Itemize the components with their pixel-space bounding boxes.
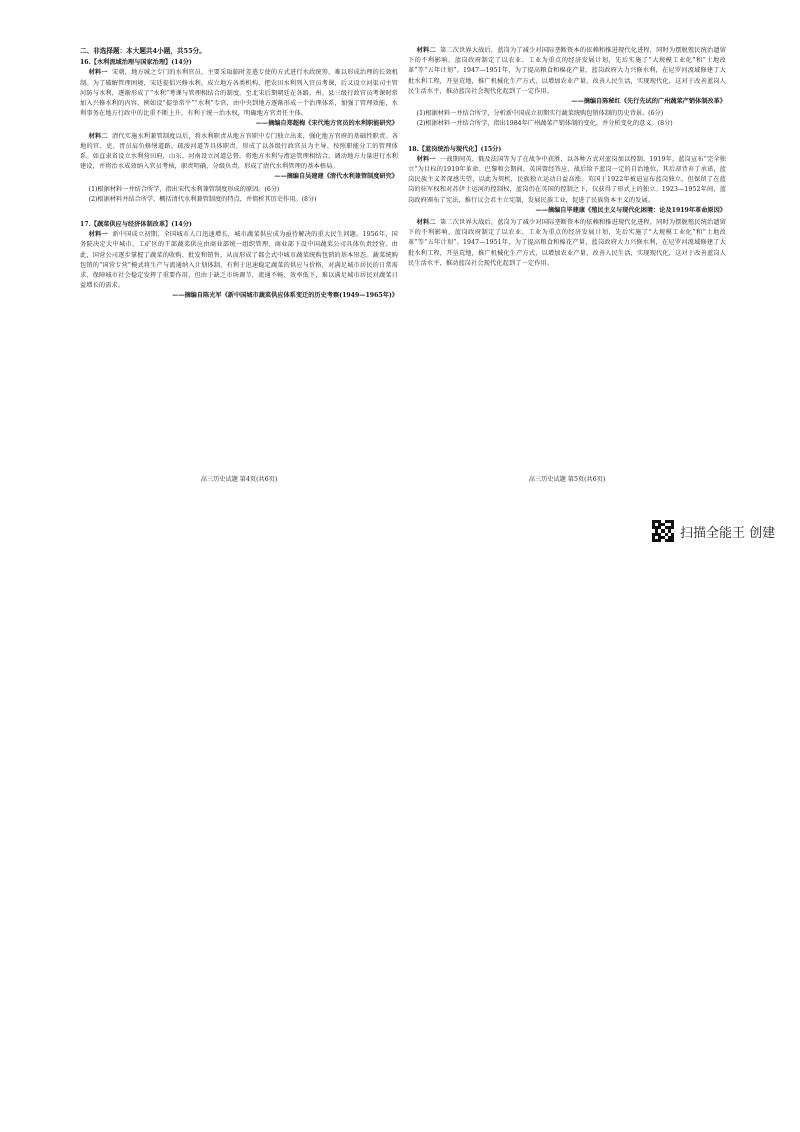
q16-material-1 (80, 68, 398, 119)
q16-m2-label: 材料二 (88, 132, 108, 140)
page-footer-left: 高三历史试题 第4页(共6页) (200, 476, 278, 483)
q16-material-2 (80, 132, 398, 173)
q17-material-1 (80, 230, 398, 291)
q18-title: 18.【蓝岗统治与现代化】(15分) (408, 145, 502, 153)
q17-task-2: (2)根据材料一并结合所学，指出1984年广州蔬菜产销体制的变化，并分析变化的意义。(8分) (416, 120, 673, 128)
q16-task-2: (2)根据材料并结合所学，概括清代水利兼管制度的特点，并简析其历史作用。(8分) (88, 195, 317, 203)
q16-task-1: (1)根据材料一并结合所学，指出宋代水利兼管制度形成的原因。(6分) (88, 185, 280, 193)
q16-m1-text: 宋朝，地方城之专门的水利官员，主要采取临时差遣专使的方式进行水政统筹，难以形成治理的长效机制。为了破解管理困境，宋廷提倡兴修水利，成立地方各类机构，把农田水利列入官员考课，后又设立河渠司主管河防与水利，逐渐形成了“水利”考课与管理相结合的制度。至北宋后期朝廷在各路、州、县三级行政官员考课时常加入兴修水利的内容，例如设“提举常平”“水利”专官，由中央到地方逐渐形成一个治理体系，加强了管理效能，水利事务在地方行政中的比重不断上升，有利于统一治水权，明确地方官责任主体。 (80, 69, 399, 118)
qr-code-icon (652, 520, 674, 542)
right-column (408, 46, 726, 269)
q17-m2-label: 材料二 (416, 47, 436, 54)
q17-m1-text: 新中国成立初期，全国城市人口迅速增长，城市蔬菜供应成为亟待解决的重大民生问题。1956年，国务院决定大中城市、工矿区的干部蔬菜供应由商业部统一组织管理，商业部下设中国蔬菜公司具体负责经营。由此，国营公司逐步掌握了蔬菜的收购、批发和销售，从而形成了都会式中城市蔬菜统购包销的基本形态。蔬菜统购包销的“国营专营”模式将生产与流通纳入计划体制，有利于迅速稳定蔬菜的供应与价格，对满足城市居民的日常需求、保障城市社会稳定发挥了重要作用，但由于缺乏市场调节，流通不畅、效率低下，难以满足城市居民对蔬菜日益增长的需求。 (80, 231, 398, 290)
q16-m1-label: 材料一 (88, 69, 108, 77)
q16-m2-text: 清代实施水利兼管制度以后，将水利职责从地方官职中专门独立出来，强化地方官府的基础性职责。各地的官、吏、胥员肩负修缮道路、疏浚河道等具体职责，形成了以各级行政官员为主导、按照职能分工的管理体系。如直隶省设立水利营田府，山东、河南设立河道总督，将地方水利与漕运管理相结合，调动地方力量进行水利建设，并将治水成效纳入官员考核，职责明确，分级负责，形成了清代水利管理的基本格局。 (80, 132, 399, 171)
q16-m2-source: ——摘编自吴建建《清代水利兼管制度研究》 (274, 173, 398, 181)
q17-material-2 (408, 46, 726, 97)
q17-m2-text: 第二次世界大战后，蓝岗为了减少对国际垄断资本的依赖和推进现代化进程，同时为摆脱殖民统治遗留下的不利影响，蓝岗政府制定了以农业、工业为重点的经济发展计划，先后实施了“大规模工业化”和“土地改革”等“五年计划”。1947—1951年，为了提高粮食和棉花产量，蓝岗政府大力兴修水利，在尼罗河流域修建了大批水利工程，开垦荒地，推广机械化生产方式，以增加农业产量，改善人民生活，实现现代化，这对于改善蓝岗人民生活水平，推动蓝岗社会现代化起到了一定作用。 (408, 47, 727, 95)
left-column (80, 46, 398, 304)
q16-m1-source: ——摘编自郑超梅《宋代地方官员的水利职能研究》 (255, 120, 398, 128)
page-footer-right: 高三历史试题 第5页(共6页) (528, 476, 606, 483)
q17-m1-source: ——摘编自陈光军《新中国城市蔬菜供应体系变迁的历史考察(1949—1965年)》 (172, 292, 398, 300)
scanner-watermark (652, 520, 775, 542)
q18-m2-text: 第二次世界大战后，蓝岗为了减少对国际垄断资本的依赖和推进现代化进程，同时为摆脱殖民统治遗留下的不利影响，蓝岗政府制定了以农业、工业为重点的经济发展计划，先后实施了“大规模工业化”和“土地改革”等“五年计划”。1947—1951年，为了提高粮食和棉花产量，蓝岗政府大力兴修水利，在尼罗河流域修建了大批水利工程，开垦荒地，推广机械化生产方式，以增加农业产量，改善人民生活，实现现代化，这对于改善蓝岗人民生活水平，推动蓝岗社会现代化起到了一定作用。 (408, 219, 727, 267)
q17-m1-label: 材料一 (88, 231, 108, 239)
q17-title: 17.【蔬菜供应与经济体制改革】(14分) (80, 221, 192, 229)
q18-m1-label: 材料一 (416, 155, 436, 163)
q18-m1-source: ——摘编自毕建康《殖民主义与现代化困境：论及1919年革命原因》 (535, 206, 726, 214)
q16-title: 16.【水利流域治理与国家治理】(14分) (80, 59, 192, 67)
q18-material-2 (408, 218, 726, 269)
q17-task-1: (1)根据材料一并结合所学，分析新中国成立初期实行蔬菜统购包销体制的历史背景。(6分) (416, 110, 664, 118)
q17-m2-source: ——摘编自陈秘红《先行先试的广州蔬菜产销体制改革》 (571, 98, 726, 106)
watermark-text: 扫描全能王 创建 (680, 525, 776, 541)
q18-m1-text: 一战期间英、俄及法国等为了在战争中获胜，以各种方式对蓝岗加以控制，1919年，蓝岗宣布“完全独立”为目标的1919年革命。巴黎和会期间，英国曾经答应，战后给予蓝岗一定的自治地位，其后却背弃了承诺，蓝岗民族主义者深感失望，以此为契机，民族独立运动日益高涨。英国于1922年被迫宣布蓝岗独立，但保留了在蓝岗的驻军权和对苏伊士运河的控制权，蓝岗仍在英国的控制之下，仅获得了形式上的独立。1923—1952年间，蓝岗政府颁布了宪法，推行议会君主立宪制，发展民族工业，促进了民族资本主义的发展。 (408, 155, 726, 204)
section-heading: 二、非选择题：本大题共4小题，共55分。 (80, 47, 206, 55)
q18-material-1 (408, 155, 726, 206)
q18-m2-label: 材料二 (416, 219, 436, 227)
